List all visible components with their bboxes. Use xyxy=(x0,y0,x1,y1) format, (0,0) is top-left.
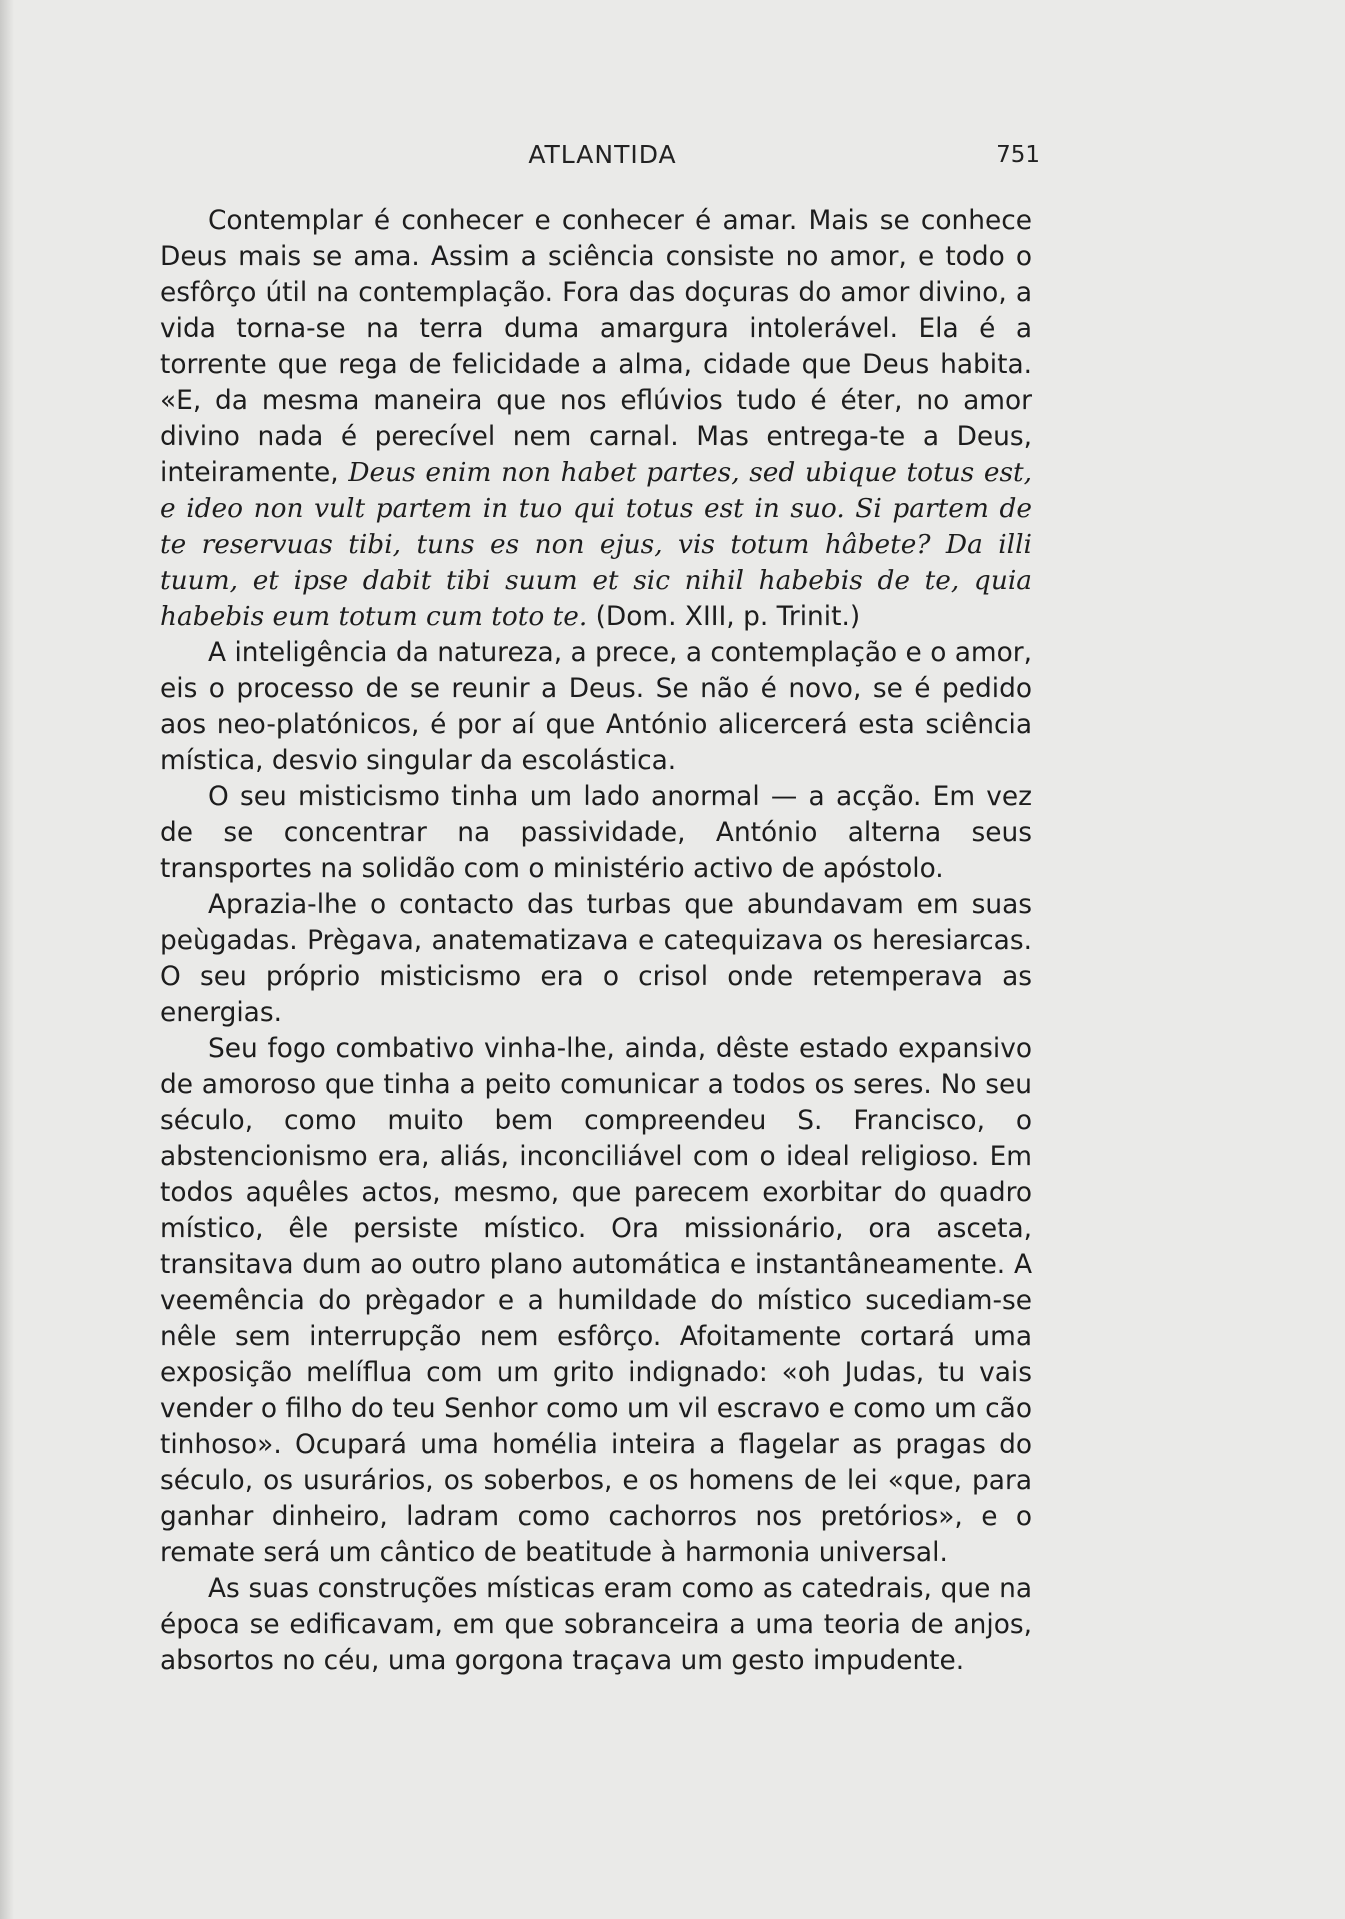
paragraph: O seu misticismo tinha um lado anormal — a acção. Em vez de se concentrar na passividade, António alterna seus transportes na solidão com o ministério activo de apóstolo. xyxy=(160,781,1032,884)
paragraph xyxy=(160,203,1032,635)
body-text xyxy=(160,203,1032,1679)
paragraph: As suas construções místicas eram como as catedrais, que na época se edificavam, em que sobranceira a uma teoria de anjos, absortos no céu, uma gorgona traçava um gesto impudente. xyxy=(160,1573,1032,1676)
paragraph-text: Contemplar é conhecer e conhecer é amar. Mais se conhece Deus mais se ama. Assim a sciência consiste no amor, e todo o esfôrço útil na contemplação. Fora das doçuras do amor divino, a vida torna-se na terra duma amargura intolerável. Ela é a torrente que rega de felicidade a alma, cidade que Deus habita. «E, da mesma maneira que nos eflúvios tudo é éter, no amor divino nada é perecível nem carnal. Mas entrega-te a Deus, inteiramente, xyxy=(160,205,1032,488)
paragraph: Aprazia-lhe o contacto das turbas que abundavam em suas peùgadas. Prègava, anatematizava e catequizava os heresiarcas. O seu próprio misticismo era o crisol onde retemperava as energias. xyxy=(160,889,1032,1028)
running-title: ATLANTIDA xyxy=(528,140,677,169)
citation: (Dom. XIII, p. Trinit.) xyxy=(595,601,861,632)
page-number: 751 xyxy=(996,142,1040,168)
latin-quotation: Deus enim non habet partes, sed ubique totus est, e ideo non vult partem in tuo qui totus est in suo. Si partem de te reservuas tibi, tuns es non ejus, vis totum hâbete? Da illi tuum, et ipse dabit tibi suum et sic nihil habebis de te, quia habebis eum totum cum toto te. xyxy=(160,457,1032,632)
page-edge-shadow xyxy=(0,0,14,1919)
running-head xyxy=(165,140,1040,176)
paragraph: Seu fogo combativo vinha-lhe, ainda, dêste estado expansivo de amoroso que tinha a peito comunicar a todos os seres. No seu século, como muito bem compreendeu S. Francisco, o abstencionismo era, aliás, inconciliável com o ideal religioso. Em todos aquêles actos, mesmo, que parecem exorbitar do quadro místico, êle persiste místico. Ora missionário, ora asceta, transitava dum ao outro plano automática e instantâneamente. A veemência do prègador e a humildade do místico sucediam-se nêle sem interrupção nem esfôrço. Afoitamente cortará uma exposição melíflua com um grito indignado: «oh Judas, tu vais vender o filho do teu Senhor como um vil escravo e como um cão tinhoso». Ocupará uma homélia inteira a flagelar as pragas do século, os usurários, os soberbos, e os homens de lei «que, para ganhar dinheiro, ladram como cachorros nos pretórios», e o remate será um cântico de beatitude à harmonia universal. xyxy=(160,1033,1032,1568)
paragraph: A inteligência da natureza, a prece, a contemplação e o amor, eis o processo de se reunir a Deus. Se não é novo, se é pedido aos neo-platónicos, é por aí que António alicercerá esta sciência mística, desvio singular da escolástica. xyxy=(160,637,1032,776)
